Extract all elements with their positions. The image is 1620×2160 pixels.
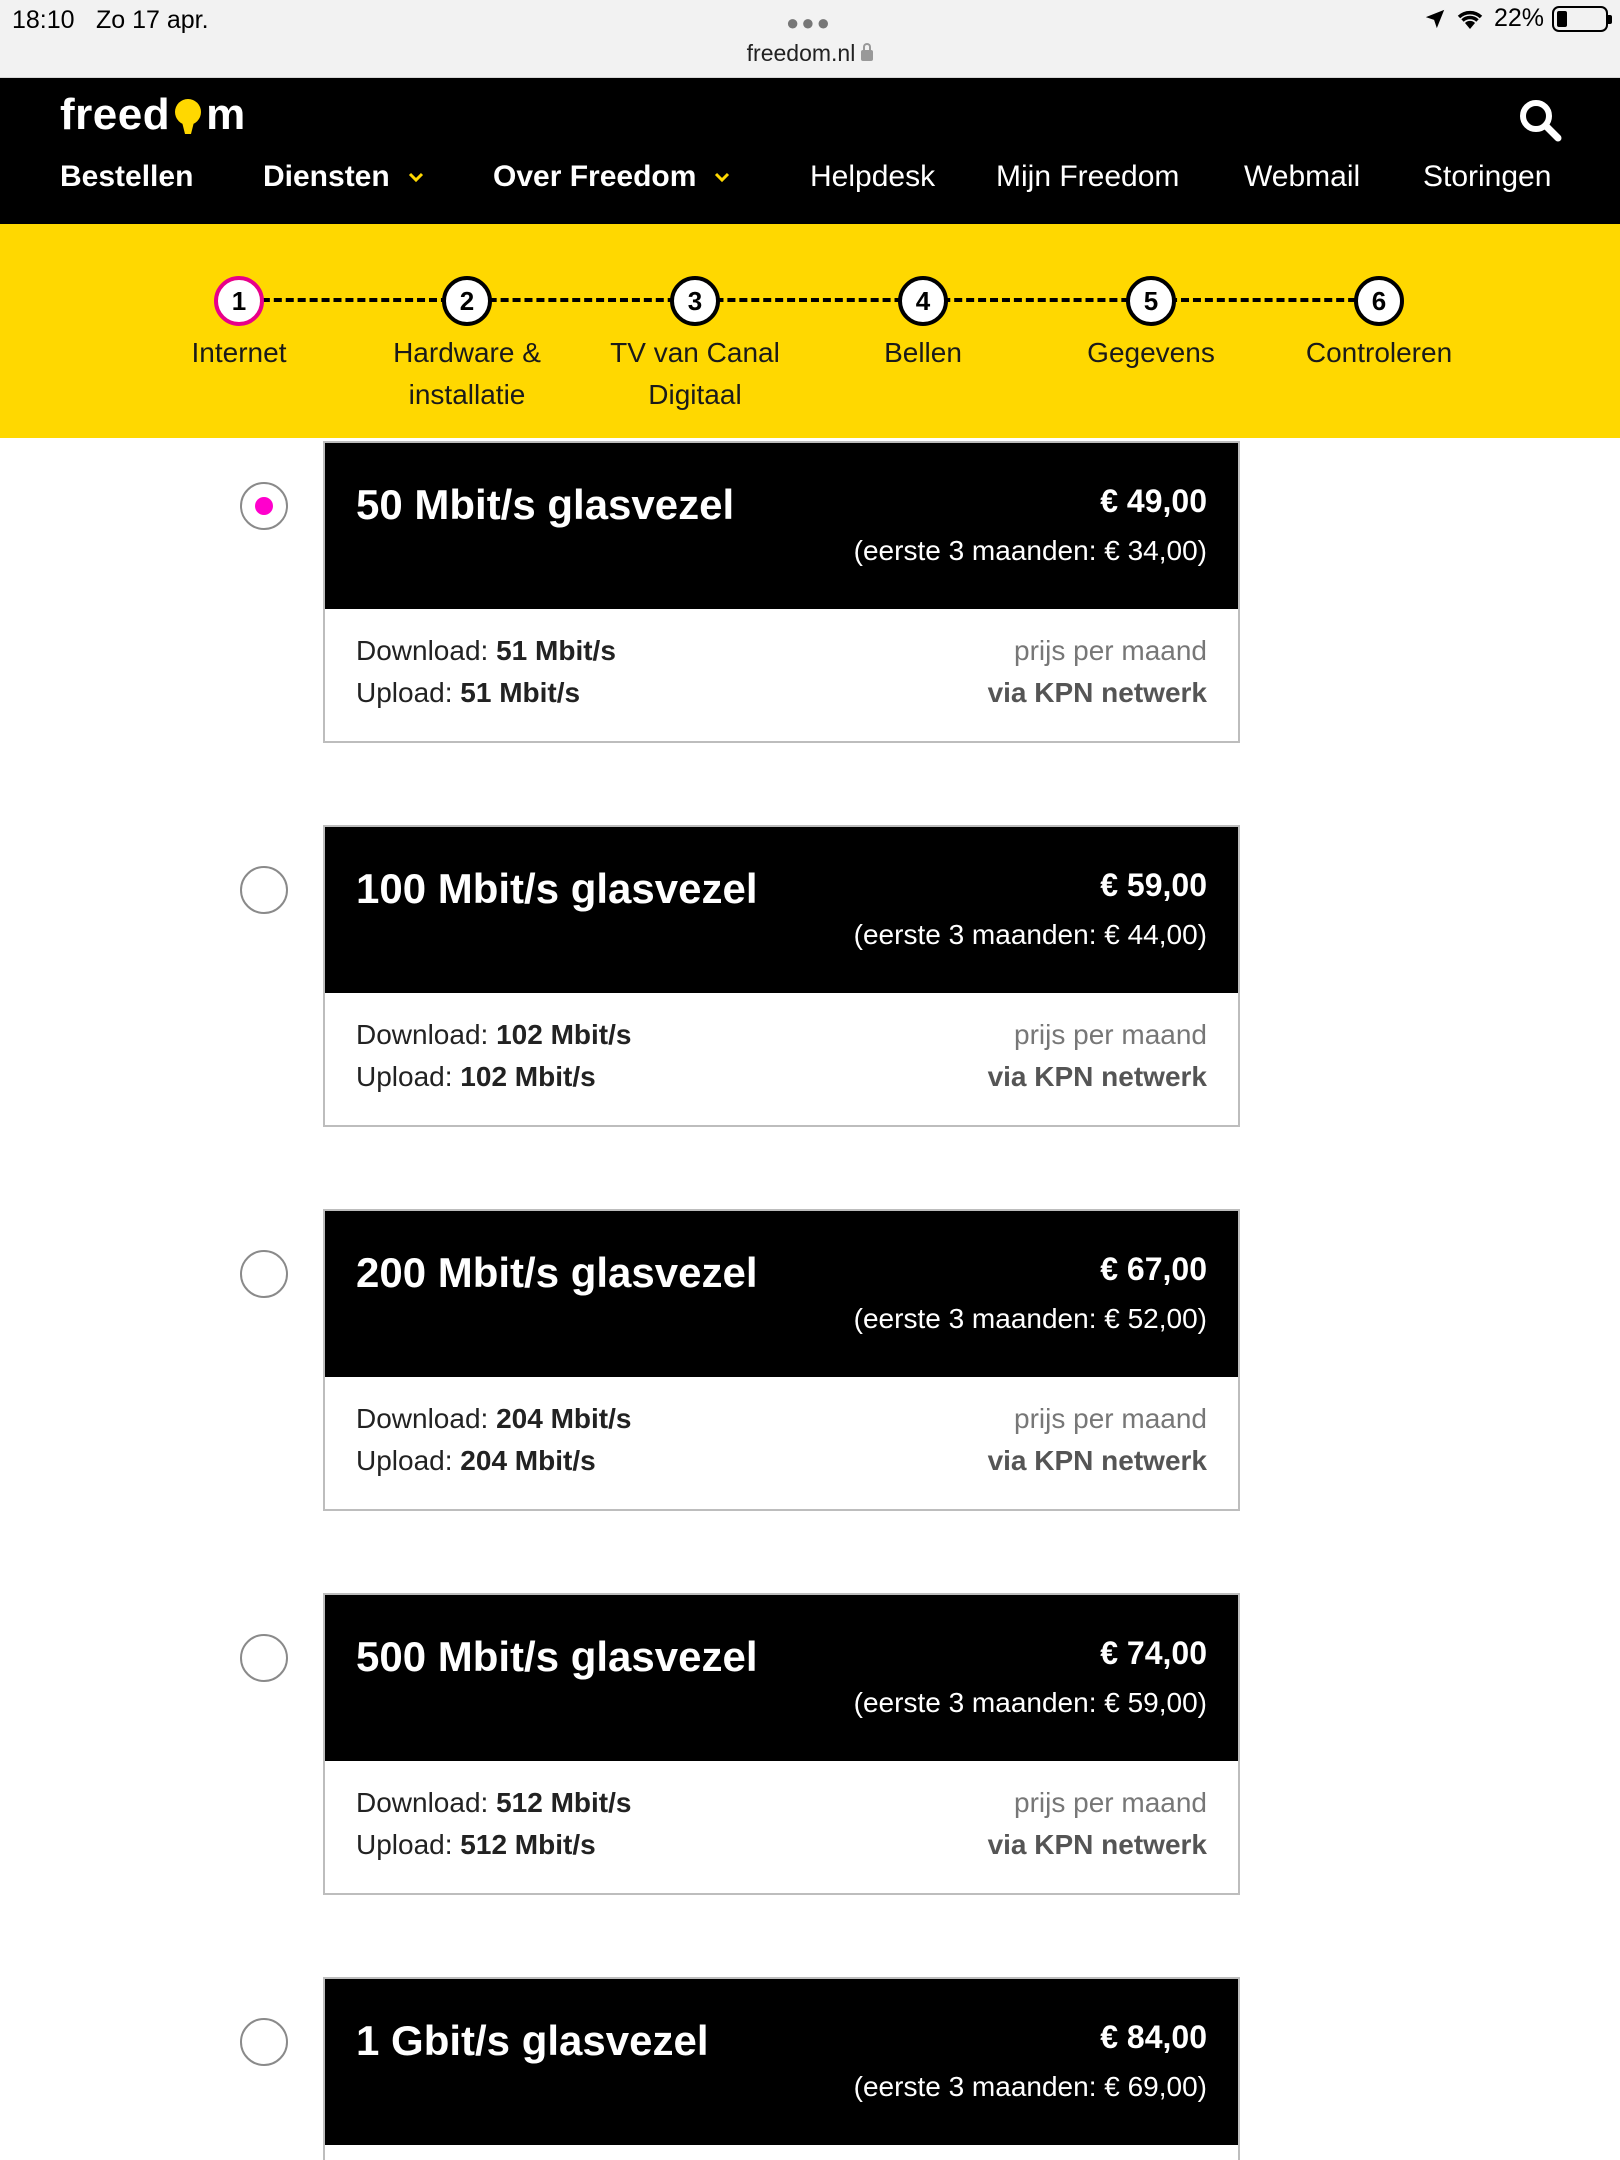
plan-card-header (325, 1211, 1238, 1377)
logo-bulb-icon (171, 98, 205, 136)
upload-label: Upload: (356, 677, 453, 708)
plan-radio[interactable] (240, 866, 288, 914)
logo-text-start: freed (60, 90, 171, 139)
upload-speed (356, 1829, 596, 1861)
nav-storingen-label: Storingen (1423, 160, 1552, 193)
plan-card-details (325, 1377, 1238, 1509)
steps-dotted-line (238, 298, 1380, 302)
battery-percentage: 22% (1493, 4, 1544, 32)
plan-card-header (325, 1979, 1238, 2145)
price-note: prijs per maand (1014, 1403, 1207, 1434)
plan-price: € 49,00 (1100, 483, 1207, 519)
more-dots-icon[interactable]: ●●● (786, 10, 832, 35)
main-nav (0, 160, 1620, 210)
upload-speed (356, 677, 580, 709)
location-arrow-icon (1424, 8, 1446, 30)
upload-value: 102 Mbit/s (460, 1061, 596, 1092)
price-note: prijs per maand (1014, 1019, 1207, 1050)
nav-helpdesk-label: Helpdesk (810, 160, 936, 193)
network-note: via KPN netwerk (987, 1445, 1207, 1476)
battery-icon (1552, 6, 1608, 32)
plan-radio[interactable] (240, 2018, 288, 2066)
plan-card-header (325, 1595, 1238, 1761)
step-label: Hardware & installatie (393, 337, 541, 410)
download-label: Download: (356, 1787, 489, 1818)
plan-price: € 59,00 (1100, 867, 1207, 903)
plan-price: € 84,00 (1100, 2019, 1207, 2055)
plan-card[interactable] (323, 441, 1240, 743)
plan-promo-price: (eerste 3 maanden: € 59,00) (853, 1687, 1207, 1718)
plan-title: 1 Gbit/s glasvezel (356, 2017, 709, 2064)
step-label: TV van Canal Digitaal (610, 337, 780, 410)
step-number: 2 (442, 276, 492, 326)
upload-label: Upload: (356, 1061, 453, 1092)
download-value: 102 Mbit/s (496, 1019, 632, 1050)
step-number: 5 (1126, 276, 1176, 326)
plan-radio[interactable] (240, 1250, 288, 1298)
nav-mijn-freedom[interactable] (996, 160, 1179, 194)
network-note: via KPN netwerk (987, 1829, 1207, 1860)
nav-storingen[interactable] (1423, 160, 1551, 194)
step-number: 4 (898, 276, 948, 326)
download-speed (356, 635, 616, 667)
chevron-down-icon (714, 171, 730, 183)
nav-webmail[interactable] (1244, 160, 1360, 194)
lock-icon (861, 50, 873, 61)
browser-status-bar (0, 0, 1620, 78)
download-value: 51 Mbit/s (496, 635, 616, 666)
nav-webmail-label: Webmail (1244, 160, 1361, 193)
plan-price: € 67,00 (1100, 1251, 1207, 1287)
plan-card-header (325, 443, 1238, 609)
status-date: Zo 17 apr. (96, 6, 209, 34)
upload-speed (356, 1445, 596, 1477)
download-label: Download: (356, 1403, 489, 1434)
download-label: Download: (356, 1019, 489, 1050)
download-label: Download: (356, 635, 489, 666)
upload-value: 512 Mbit/s (460, 1829, 596, 1860)
search-icon[interactable] (1516, 96, 1564, 144)
plan-promo-price: (eerste 3 maanden: € 44,00) (853, 919, 1207, 950)
upload-value: 204 Mbit/s (460, 1445, 596, 1476)
download-speed (356, 1403, 631, 1435)
step-number: 3 (670, 276, 720, 326)
order-steps (0, 224, 1620, 438)
nav-over-freedom-label: Over Freedom (493, 160, 697, 193)
step-label: Internet (191, 337, 287, 368)
plan-title: 500 Mbit/s glasvezel (356, 1633, 758, 1680)
network-note: via KPN netwerk (987, 677, 1207, 708)
status-indicators (1424, 4, 1608, 33)
upload-label: Upload: (356, 1829, 453, 1860)
plan-radio[interactable] (240, 1634, 288, 1682)
network-note: via KPN netwerk (987, 1061, 1207, 1092)
step-number: 6 (1354, 276, 1404, 326)
plan-promo-price: (eerste 3 maanden: € 52,00) (853, 1303, 1207, 1334)
url-text: freedom.nl (746, 40, 856, 66)
step-label: Controleren (1305, 337, 1453, 368)
plan-card-details (325, 993, 1238, 1125)
plan-card[interactable] (323, 1209, 1240, 1511)
nav-over-freedom[interactable] (493, 160, 730, 194)
logo-text-end: m (206, 90, 246, 139)
plan-title: 50 Mbit/s glasvezel (356, 481, 735, 528)
step-label: Bellen (884, 337, 962, 368)
download-speed (356, 1019, 631, 1051)
plan-title: 200 Mbit/s glasvezel (356, 1249, 758, 1296)
plan-price: € 74,00 (1100, 1635, 1207, 1671)
wifi-icon (1454, 7, 1486, 31)
nav-bestellen[interactable] (60, 160, 193, 194)
radio-selected-dot (255, 497, 273, 515)
plan-promo-price: (eerste 3 maanden: € 69,00) (853, 2071, 1207, 2102)
price-note: prijs per maand (1014, 1787, 1207, 1818)
freedom-logo[interactable] (60, 90, 246, 140)
plan-card-header (325, 827, 1238, 993)
address-bar[interactable] (0, 40, 1620, 67)
download-value: 512 Mbit/s (496, 1787, 632, 1818)
nav-mijn-freedom-label: Mijn Freedom (996, 160, 1180, 193)
upload-value: 51 Mbit/s (460, 677, 581, 708)
plan-promo-price: (eerste 3 maanden: € 34,00) (853, 535, 1207, 566)
plan-card[interactable] (323, 1977, 1240, 2160)
price-note: prijs per maand (1014, 635, 1207, 666)
nav-helpdesk[interactable] (810, 160, 935, 194)
step-number: 1 (214, 276, 264, 326)
plan-card-details (325, 609, 1238, 741)
nav-diensten[interactable] (263, 160, 424, 194)
step-label: Gegevens (1087, 337, 1215, 368)
plan-title: 100 Mbit/s glasvezel (356, 865, 758, 912)
download-speed (356, 1787, 631, 1819)
plan-card-details (325, 1761, 1238, 1893)
chevron-down-icon (408, 171, 424, 183)
plan-radio[interactable] (240, 482, 288, 530)
upload-speed (356, 1061, 596, 1093)
plan-card[interactable] (323, 1593, 1240, 1895)
nav-diensten-label: Diensten (263, 160, 390, 193)
download-value: 204 Mbit/s (496, 1403, 632, 1434)
nav-bestellen-label: Bestellen (60, 160, 194, 193)
site-header (0, 78, 1620, 224)
status-time: 18:10 (12, 6, 75, 34)
upload-label: Upload: (356, 1445, 453, 1476)
plan-card[interactable] (323, 825, 1240, 1127)
